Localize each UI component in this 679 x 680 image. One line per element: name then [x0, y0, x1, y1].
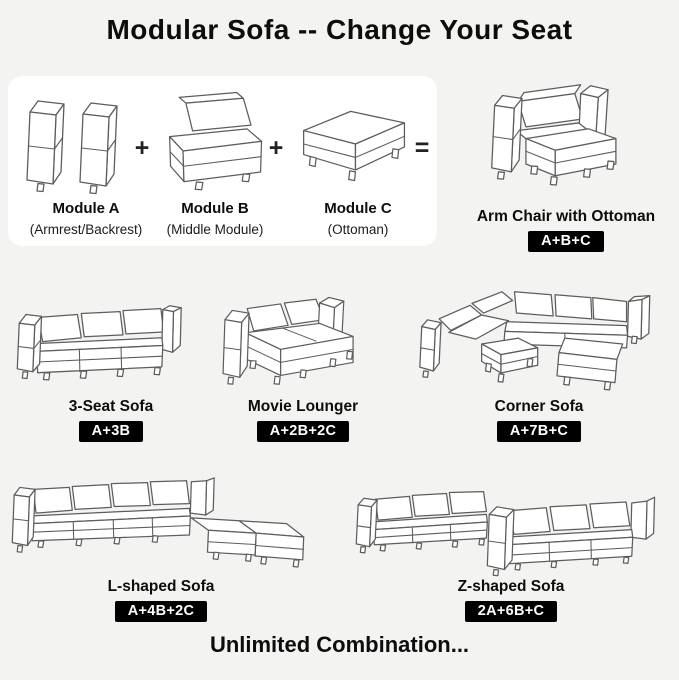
combo-formula-badge: A+B+C: [528, 231, 604, 252]
l-shaped-sofa-combo: [51, 578, 271, 622]
module-c-illustration: [290, 96, 420, 192]
plus-operator-2: +: [268, 134, 284, 162]
three-seat-sofa-illustration: [15, 298, 200, 395]
module-a-name: Module A: [52, 200, 120, 217]
module-a-label: [8, 200, 164, 238]
combo-name: L-shaped Sofa: [107, 578, 215, 595]
corner-sofa-combo: [439, 398, 639, 442]
movie-lounger-illustration: [219, 290, 385, 394]
armchair-ottoman-drawing: [488, 76, 646, 208]
combo-formula-badge: A+2B+2C: [257, 421, 350, 442]
combo-formula-badge: A+7B+C: [497, 421, 581, 442]
combo-name: Corner Sofa: [494, 398, 584, 415]
plus-operator-1: +: [134, 134, 150, 162]
module-b-subtitle: (Middle Module): [166, 222, 264, 237]
footer-text: Unlimited Combination...: [209, 632, 470, 657]
z-shaped-sofa-combo: [401, 578, 621, 622]
ottoman-drawing: [290, 96, 420, 192]
modules-card: [8, 76, 437, 246]
l-shaped-sofa-illustration: [5, 476, 330, 576]
combo-formula-badge: 2A+6B+C: [465, 601, 558, 622]
l-shaped-sofa-drawing: [5, 476, 330, 576]
movie-lounger-combo: [203, 398, 403, 442]
armchair-ottoman-illustration: [488, 76, 646, 208]
module-b-name: Module B: [181, 200, 249, 217]
armrest-panels-drawing: [22, 88, 132, 196]
equals-operator: =: [414, 134, 430, 162]
combo-formula-badge: A+3B: [79, 421, 144, 442]
movie-lounger-drawing: [219, 290, 385, 394]
armchair-ottoman-combo: [456, 208, 676, 252]
three-seat-sofa-drawing: [15, 298, 200, 395]
module-a-subtitle: (Armrest/Backrest): [29, 222, 143, 237]
module-a-illustration: [22, 88, 132, 196]
combo-name: Movie Lounger: [247, 398, 359, 415]
corner-sofa-drawing: [418, 286, 668, 400]
z-shaped-sofa-illustration: [352, 484, 674, 579]
three-seat-sofa-combo: [11, 398, 211, 442]
combo-formula-badge: A+4B+2C: [115, 601, 208, 622]
corner-sofa-illustration: [418, 286, 668, 400]
module-c-label: [288, 200, 428, 238]
combo-name: 3-Seat Sofa: [68, 398, 154, 415]
combo-name: Arm Chair with Ottoman: [476, 208, 656, 225]
page-title: Modular Sofa -- Change Your Seat: [106, 14, 573, 45]
combo-name: Z-shaped Sofa: [457, 578, 565, 595]
module-c-subtitle: (Ottoman): [327, 222, 389, 237]
module-c-name: Module C: [324, 200, 392, 217]
z-shaped-sofa-drawing: [352, 484, 674, 579]
module-b-label: [145, 200, 285, 238]
